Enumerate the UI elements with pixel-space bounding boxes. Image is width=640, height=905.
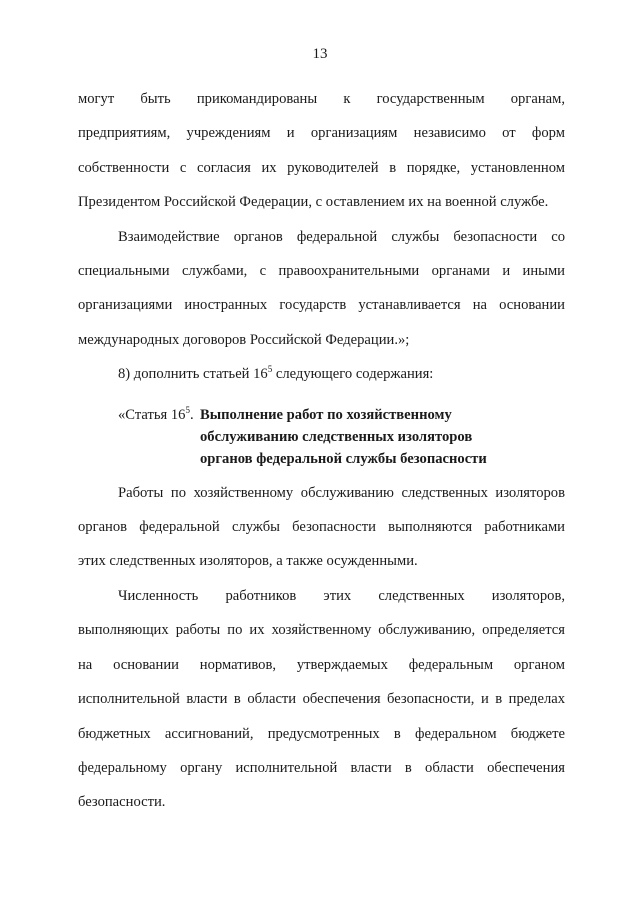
text-line: бюджетных ассигнований, предусмотренных в федеральном бюджете — [78, 725, 565, 742]
page-number: 13 — [312, 46, 328, 62]
text-line: собственности с согласия их руководителей в порядке, установленном — [78, 159, 565, 176]
article-title-line: Выполнение работ по хозяйственному — [200, 406, 452, 423]
article-title — [200, 404, 530, 470]
paragraph-staff-count — [78, 579, 565, 820]
paragraph-works — [78, 476, 565, 579]
text-line: специальными службами, с правоохранительными органами и иными — [78, 263, 565, 280]
text-line: органов федеральной службы безопасности выполняются работниками — [78, 519, 565, 536]
text-line: Взаимодействие органов федеральной службы безопасности со — [118, 228, 565, 245]
document-body — [78, 82, 565, 820]
text-line: этих следственных изоляторов, а также осужденными. — [78, 553, 418, 570]
text-line: Численность работников этих следственных изоляторов, — [118, 587, 565, 604]
article-superscript: 5 — [267, 364, 273, 375]
text-line: безопасности. — [78, 794, 166, 811]
article-prefix-text: «Статья 16 — [118, 406, 186, 423]
text-line: организациями иностранных государств устанавливается на основании — [78, 297, 565, 314]
text-line: федеральному органу исполнительной власти в области обеспечения — [78, 759, 565, 776]
text-line: на основании нормативов, утверждаемых федеральным органом — [78, 656, 565, 673]
text-line: предприятиям, учреждениям и организациям независимо от форм — [78, 125, 565, 142]
text-line: Работы по хозяйственному обслуживанию следственных изоляторов — [118, 484, 565, 501]
text-line: Президентом Российской Федерации, с оставлением их на военной службе. — [78, 194, 549, 211]
paragraph-continuation — [78, 82, 565, 220]
article-prefix-dot: . — [189, 406, 194, 423]
text-line: исполнительной власти в области обеспечения безопасности, и в пределах — [78, 691, 565, 708]
article-title-line: органов федеральной службы безопасности — [200, 450, 487, 467]
article-title-line: обслуживанию следственных изоляторов — [200, 428, 473, 445]
text-line: выполняющих работы по их хозяйственному обслуживанию, определяется — [78, 622, 565, 639]
amendment-text: 8) дополнить статьей 16 — [118, 366, 268, 383]
text-line: могут быть прикомандированы к государственным органам, — [78, 91, 565, 107]
paragraph-interaction — [78, 220, 565, 358]
article-prefix-superscript: 5 — [185, 404, 190, 415]
amendment-text-end: следующего содержания: — [272, 366, 434, 383]
article-prefix — [118, 404, 194, 426]
article-heading — [78, 404, 565, 472]
text-line: международных договоров Российской Федерации.»; — [78, 331, 410, 348]
paragraph-amendment — [78, 357, 565, 391]
